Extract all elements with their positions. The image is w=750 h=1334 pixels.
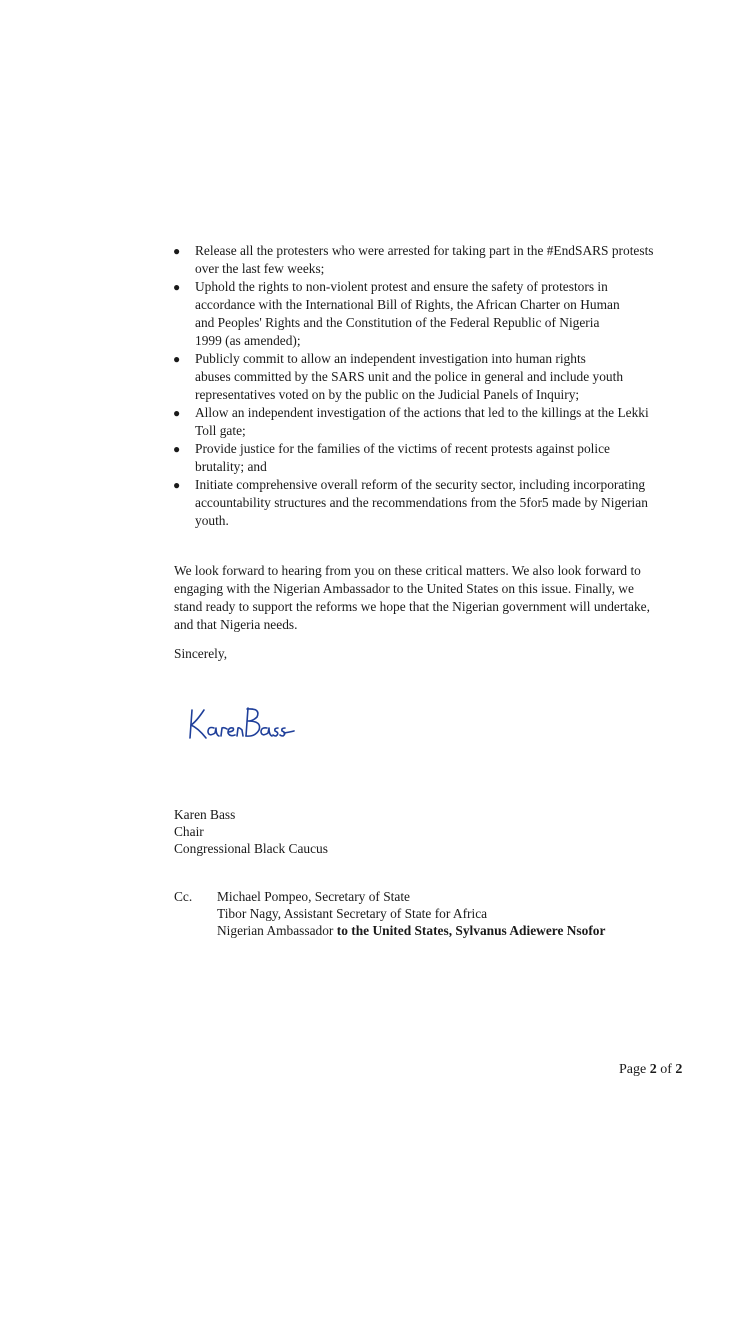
bullet-icon: ● [173,478,181,492]
text-line: Release all the protesters who were arrested for taking part in the #EndSARS protests [195,243,654,258]
text-line: over the last few weeks; [195,261,325,276]
cc-recipient-list [217,888,605,939]
text-line: Initiate comprehensive overall reform of the security sector, including incorporating [195,477,646,492]
bullet-icon: ● [173,244,181,258]
text-line: We look forward to hearing from you on these critical matters. We also look forward to [174,563,641,578]
bullet-icon: ● [173,406,181,420]
demand-item-6 [172,476,687,530]
signatory-block [174,806,328,857]
bullet-icon: ● [173,352,181,366]
cc-recipient: Tibor Nagy, Assistant Secretary of State for Africa [217,906,488,921]
signatory-name: Karen Bass [174,807,236,822]
demand-item-1 [172,242,687,278]
demand-item-5 [172,440,687,476]
text-line: Uphold the rights to non-violent protest and ensure the safety of protestors in [195,279,608,294]
text-line: and Peoples' Rights and the Constitution of the Federal Republic of Nigeria [195,315,600,330]
signatory-title: Chair [174,824,204,839]
closing-paragraph [174,562,694,634]
demand-item-3 [172,350,687,404]
sign-off: Sincerely, [174,646,228,661]
bullet-icon: ● [173,280,181,294]
signatory-organization: Congressional Black Caucus [174,841,328,856]
text-line: Toll gate; [195,423,246,438]
text-line: accountability structures and the recommendations from the 5for5 made by Nigerian [195,495,648,510]
text-line: Publicly commit to allow an independent investigation into human rights [195,351,586,366]
handwritten-signature [186,700,296,746]
text-line: Provide justice for the families of the victims of recent protests against police [195,441,610,456]
text-line: accordance with the International Bill of Rights, the African Charter on Human [195,297,620,312]
page-total: 2 [675,1062,683,1077]
demand-item-2 [172,278,687,350]
cc-recipient-prefix: Nigerian Ambassador [217,923,337,938]
demands-list [172,242,687,530]
bullet-icon: ● [173,442,181,456]
text-line: youth. [195,513,229,528]
page-number [619,1062,682,1078]
text-line: Allow an independent investigation of the actions that led to the killings at the Lekki [195,405,649,420]
text-line: engaging with the Nigerian Ambassador to the United States on this issue. Finally, we [174,581,634,596]
text-line: brutality; and [195,459,267,474]
cc-recipient [217,922,605,939]
demand-item-4 [172,404,687,440]
text-line: stand ready to support the reforms we hope that the Nigerian government will undertake, [174,599,650,614]
page-current: 2 [649,1062,657,1077]
text-line: 1999 (as amended); [195,333,301,348]
text-line: and that Nigeria needs. [174,617,298,632]
cc-label: Cc. [174,889,193,904]
page-prefix: Page [619,1062,650,1077]
cc-recipient: Michael Pompeo, Secretary of State [217,889,410,904]
cc-recipient-bold: to the United States, Sylvanus Adiewere Nsofor [336,923,606,938]
text-line: representatives voted on by the public on the Judicial Panels of Inquiry; [195,387,580,402]
page-separator: of [656,1062,676,1077]
text-line: abuses committed by the SARS unit and the police in general and include youth [195,369,624,384]
